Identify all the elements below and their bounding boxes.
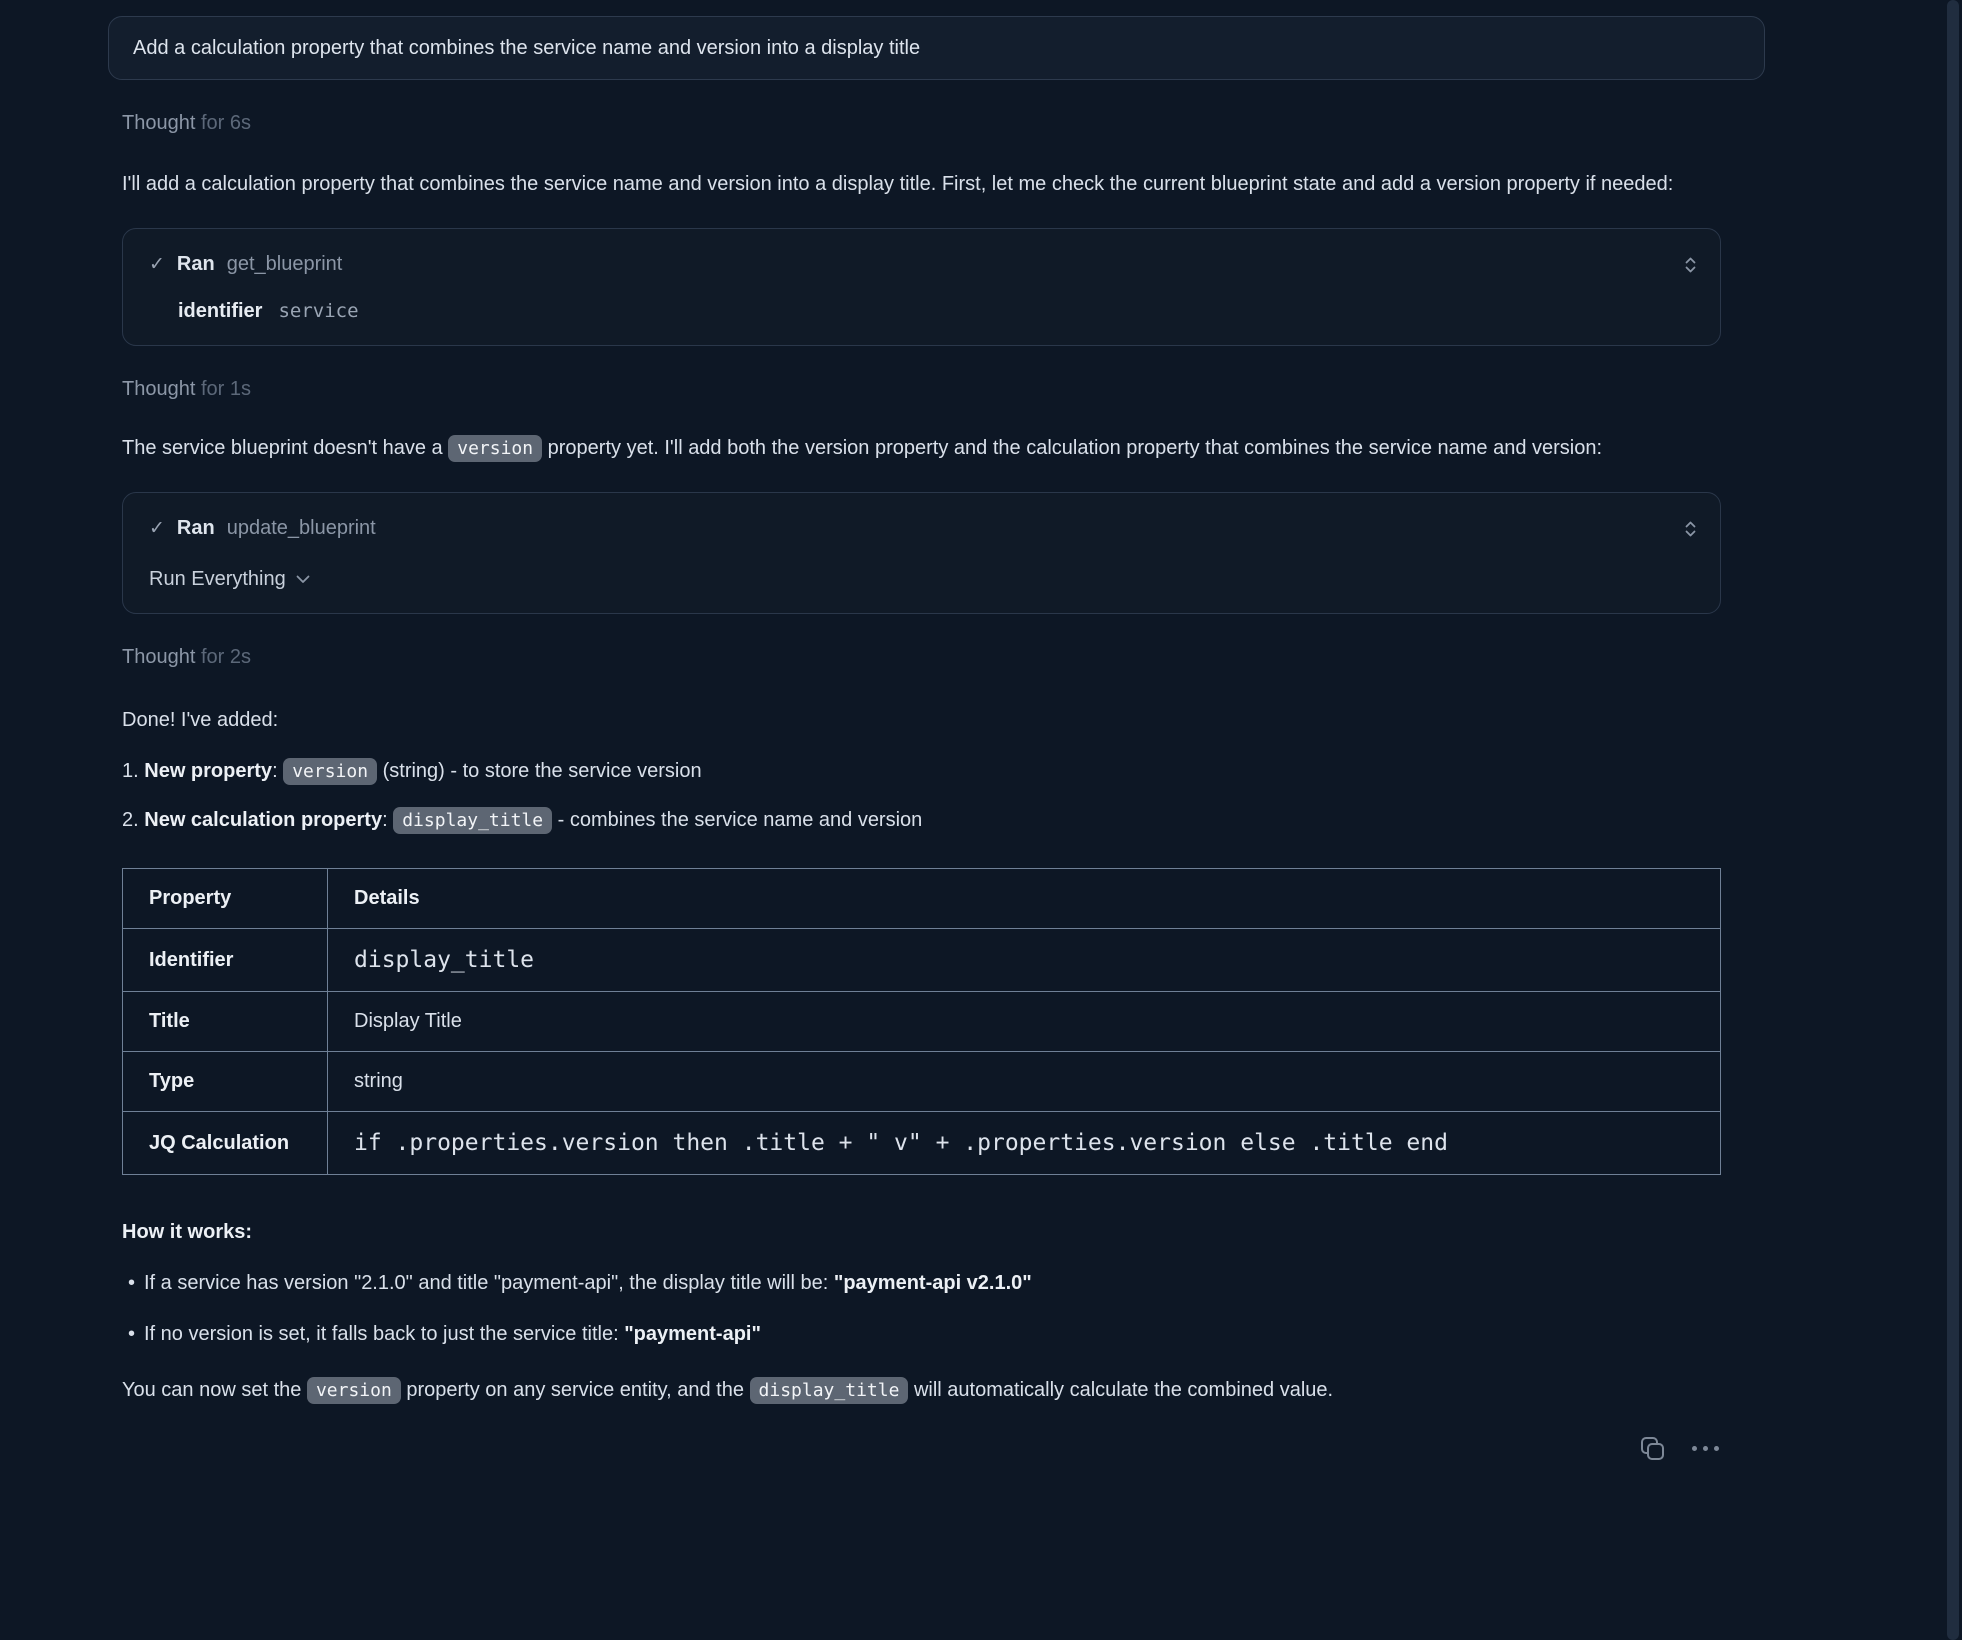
- tool-name: update_blueprint: [226, 517, 376, 539]
- chevron-down-icon: [296, 575, 310, 584]
- table-row: Type string: [123, 1052, 1721, 1112]
- thought-label: Thought: [122, 378, 196, 400]
- assistant-paragraph-intro: I'll add a calculation property that combines the service name and version into a display title. First, let me check the current blueprint state and add a version property if needed:: [122, 173, 1674, 195]
- inline-code-version: version: [283, 758, 377, 785]
- param-value: service: [278, 300, 359, 322]
- bullet-item: • If a service has version "2.1.0" and title "payment-api", the display title will be: "payment-api v2.1.0": [122, 1264, 1734, 1303]
- thought-duration: for 6s: [200, 112, 251, 134]
- ellipsis-icon: [1692, 1446, 1719, 1451]
- table-row: JQ Calculation if .properties.version then .title + " v" + .properties.version else .title end: [123, 1112, 1721, 1175]
- user-message: [108, 16, 1765, 80]
- list-item: 2. New calculation property: display_title - combines the service name and version: [122, 801, 1734, 840]
- added-properties-list: [122, 752, 1734, 840]
- bullet-icon: •: [128, 1323, 136, 1345]
- message-actions: [122, 1433, 1721, 1464]
- user-message-text: Add a calculation property that combines the service name and version into a display title: [133, 36, 921, 59]
- closing-paragraph: You can now set the version property on any service entity, and the display_title will automatically calculate the combined value.: [122, 1370, 1721, 1411]
- copy-button[interactable]: [1637, 1433, 1668, 1464]
- list-item: 1. New property: version (string) - to store the service version: [122, 752, 1734, 791]
- check-icon: ✓: [149, 254, 165, 275]
- check-icon: ✓: [149, 518, 165, 539]
- more-button[interactable]: [1690, 1444, 1721, 1453]
- done-heading: Done! I've added:: [122, 709, 279, 731]
- inline-code-version: version: [448, 435, 542, 462]
- inline-code-display-title: display_title: [750, 1377, 909, 1404]
- column-header-details: Details: [328, 869, 1721, 929]
- bullet-icon: •: [128, 1272, 136, 1294]
- thought-summary-2[interactable]: [122, 378, 1734, 401]
- thought-label: Thought: [122, 646, 196, 668]
- unfold-icon[interactable]: [1683, 255, 1698, 280]
- table-header-row: [123, 869, 1721, 929]
- unfold-icon[interactable]: [1683, 519, 1698, 544]
- thought-duration: for 2s: [200, 646, 251, 668]
- property-details-table: [122, 868, 1721, 1175]
- ran-label: Ran: [176, 517, 215, 539]
- inline-code-version: version: [307, 1377, 401, 1404]
- table-row: Title Display Title: [123, 992, 1721, 1052]
- thought-summary-1[interactable]: [122, 112, 1734, 135]
- bullet-item: • If no version is set, it falls back to just the service title: "payment-api": [122, 1315, 1734, 1354]
- how-it-works-heading: How it works:: [122, 1221, 253, 1243]
- inline-code-display-title: display_title: [393, 807, 552, 834]
- tool-card-get-blueprint[interactable]: [122, 228, 1721, 346]
- tool-card-update-blueprint[interactable]: [122, 492, 1721, 614]
- vertical-scrollbar[interactable]: [1947, 0, 1959, 1640]
- thought-label: Thought: [122, 112, 196, 134]
- thought-duration: for 1s: [200, 378, 251, 400]
- assistant-paragraph-after-get: The service blueprint doesn't have a version property yet. I'll add both the version property and the calculation property that combines the service name and version:: [122, 429, 1721, 468]
- run-everything-dropdown[interactable]: Run Everything: [149, 568, 310, 591]
- tool-param-row: [178, 300, 1694, 323]
- tool-name: get_blueprint: [226, 253, 343, 275]
- column-header-property: Property: [123, 869, 328, 929]
- ran-label: Ran: [176, 253, 215, 275]
- how-it-works-list: [122, 1264, 1734, 1354]
- table-row: Identifier display_title: [123, 929, 1721, 992]
- param-key: identifier: [178, 300, 263, 322]
- thought-summary-3[interactable]: [122, 646, 1734, 669]
- copy-icon: [1639, 1435, 1666, 1462]
